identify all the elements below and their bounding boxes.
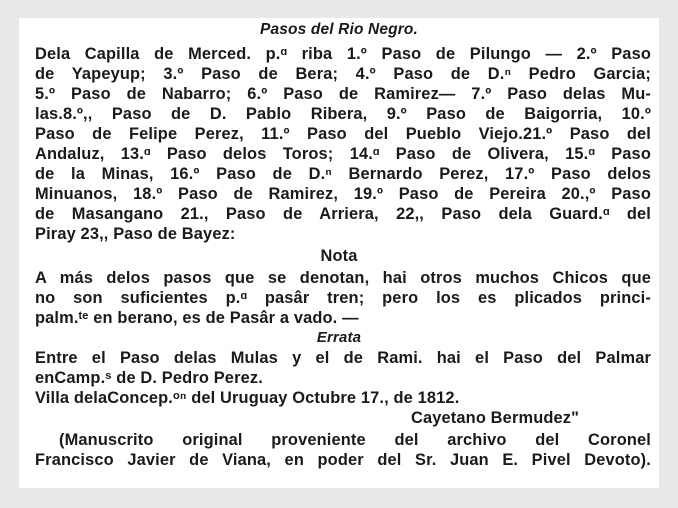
text-line: de la Minas, 16.º Paso de D.ⁿ Bernardo Perez, 17.º Paso delos <box>35 165 651 183</box>
document-page <box>19 18 659 488</box>
text-line: Piray 23,, Paso de Bayez: <box>35 225 236 243</box>
text-line: enCamp.ˢ de D. Pedro Perez. <box>35 369 263 387</box>
text-line: Dela Capilla de Merced. p.ᵅ riba 1.º Paso de Pilungo — 2.º Paso <box>35 45 651 63</box>
text-line: Entre el Paso delas Mulas y el de Rami. hai el Paso del Palmar <box>35 349 651 367</box>
text-line: Minuanos, 18.º Paso de Ramirez, 19.º Paso de Pereira 20.,º Paso <box>35 185 651 203</box>
nota-heading: Nota <box>320 247 358 265</box>
errata-heading: Errata <box>316 329 362 346</box>
text-line: Paso de Felipe Perez, 11.º Paso del Pueblo Viejo.21.º Paso del <box>35 125 651 143</box>
section-heading: Pasos del Rio Negro. <box>259 21 419 38</box>
text-line: Andaluz, 13.ᵅ Paso delos Toros; 14.ᵅ Paso de Olivera, 15.ᵅ Paso <box>35 145 651 163</box>
text-line: de Yapeyup; 3.º Paso de Bera; 4.º Paso de D.ⁿ Pedro Garcia; <box>35 65 651 83</box>
text-line: 5.º Paso de Nabarro; 6.º Paso de Ramirez— 7.º Paso delas Mu- <box>35 85 651 103</box>
text-line: A más delos pasos que se denotan, hai otros muchos Chicos que <box>35 269 651 287</box>
text-line: palm.ᵗᵉ en berano, es de Pasâr a vado. — <box>35 309 359 327</box>
source-note-line: (Manuscrito original proveniente del archivo del Coronel <box>59 431 651 449</box>
text-line: las.8.º,, Paso de D. Pablo Ribera, 9.º Paso de Baigorria, 10.º <box>35 105 651 123</box>
text-line: de Masangano 21., Paso de Arriera, 22,, Paso dela Guard.ᵅ del <box>35 205 651 223</box>
text-line: no son suficientes p.ᵅ pasâr tren; pero los es plicados princi- <box>35 289 651 307</box>
date-line: Villa delaConcep.ᵒⁿ del Uruguay Octubre 17., de 1812. <box>35 389 460 407</box>
source-note-line: Francisco Javier de Viana, en poder del Sr. Juan E. Pivel Devoto). <box>35 451 651 469</box>
signature: Cayetano Bermudez" <box>411 409 580 427</box>
